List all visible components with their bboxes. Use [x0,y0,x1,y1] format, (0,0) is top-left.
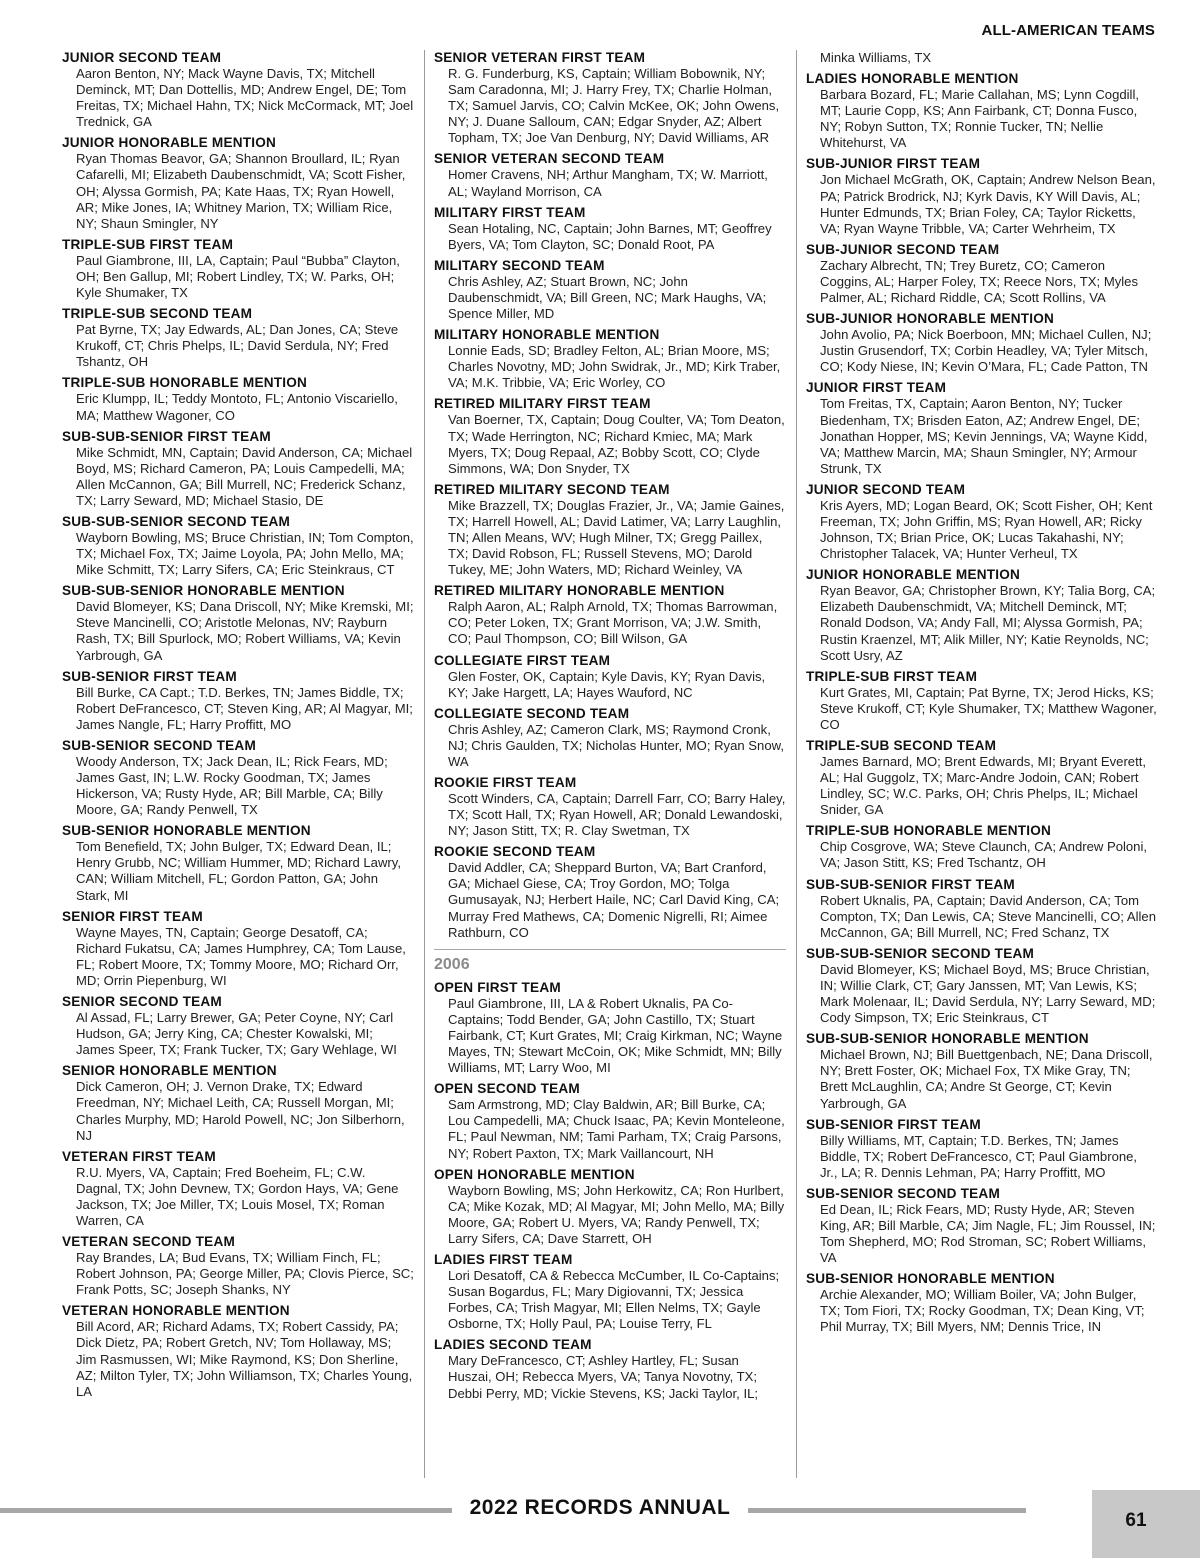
team-title: MILITARY HONORABLE MENTION [434,327,660,343]
team-title: SUB-SENIOR FIRST TEAM [62,668,237,684]
team-title: SUB-JUNIOR FIRST TEAM [806,156,981,172]
team-members: Mary DeFrancesco, CT; Ashley Hartley, FL; Susan Huszai, OH; Rebecca Myers, VA; Tanya Novotny, TX; Debbi Perry, MD; Vickie Stevens, KS; Jacki Taylor, IL; [448,1353,759,1401]
column-divider [796,50,797,1478]
team-block [62,135,414,231]
team-title: JUNIOR SECOND TEAM [62,50,222,65]
team-members: Bill Burke, CA Capt.; T.D. Berkes, TN; James Biddle, TX; Robert DeFrancesco, CT; Steven King, AR; Al Magyar, MI; James Nangle, FL; Harry Proffitt, MO [76,684,413,732]
section-label: ALL-AMERICAN TEAMS [981,22,1155,39]
team-members: Sam Armstrong, MD; Clay Baldwin, AR; Bill Burke, CA; Lou Campedelli, MA; Chuck Isaac, PA; Kevin Monteleone, FL; Paul Newman, NM; Tami Parham, TX; Craig Parsons, NY; Robert Paxton, TX; Mark Vaillancourt, NH [448,1097,785,1161]
continued-names: Minka Williams, TX [820,50,932,65]
team-members: Sean Hotaling, NC, Captain; John Barnes, MT; Geoffrey Byers, VA; Tom Clayton, SC; Donald Root, PA [448,220,772,252]
team-title: TRIPLE-SUB HONORABLE MENTION [806,823,1051,839]
team-title: SUB-JUNIOR HONORABLE MENTION [806,311,1055,327]
team-members: John Avolio, PA; Nick Boerboon, MN; Michael Cullen, NJ; Justin Grusendorf, TX; Corbin Headley, VA; Tyler Mitsch, CO; Kody Niese, IN; Kevin O’Mara, FL; Cade Patton, TN [820,327,1152,375]
team-members: Tom Freitas, TX, Captain; Aaron Benton, NY; Tucker Biedenham, TX; Brisden Eaton, AZ; Andrew Engel, DE; Jonathan Hopper, MS; Kevin Jennings, VA; Wayne Kidd, VA; Matthew Marcin, MA; Shaun Smingler, NY; Armour Strunk, TX [820,396,1148,476]
team-title: OPEN HONORABLE MENTION [434,1166,635,1182]
team-block [434,1337,786,1401]
team-members: Dick Cameron, OH; J. Vernon Drake, TX; Edward Freedman, NY; Michael Leith, CA; Russell Morgan, MI; Charles Murphy, MD; Harold Powell, NC; Jon Silberhorn, NJ [76,1079,405,1143]
team-title: JUNIOR SECOND TEAM [806,481,966,497]
team-block [62,1234,414,1298]
team-members: Woody Anderson, TX; Jack Dean, IL; Rick Fears, MD; James Gast, IN; L.W. Rocky Goodman, TX; James Hickerson, VA; Rusty Hyde, AR; Bill Marble, CA; Billy Moore, GA; Randy Penwell, TX [76,753,388,818]
team-block [62,669,414,733]
team-block [434,258,786,322]
team-block [62,1149,414,1229]
team-title: TRIPLE-SUB SECOND TEAM [62,306,253,322]
team-members: Michael Brown, NJ; Bill Buettgenbach, NE; Dana Driscoll, NY; Brett Foster, OK; Michael Fox, TX Mike Gray, TN; Brett McLaughlin, CA; Andre St George, CT; Kevin Yarbrough, GA [820,1047,1153,1111]
team-members: Lori Desatoff, CA & Rebecca McCumber, IL Co-Captains; Susan Bogardus, FL; Mary Digiovanni, TX; Jessica Forbes, CA; Trish Magyar, MI; Ellen Nelms, TX; Gayle Osborne, TX; Holly Paul, PA; Louise Terry, FL [448,1267,780,1332]
year-heading: 2006 [434,955,470,973]
team-block [806,71,1158,151]
team-members: Ralph Aaron, AL; Ralph Arnold, TX; Thomas Barrowman, CO; Peter Loken, TX; Grant Morrison, VA; J.W. Smith, CO; Paul Thompson, CO; Bill Wilson, GA [448,599,778,647]
team-title: VETERAN HONORABLE MENTION [62,1303,290,1319]
team-members: Ray Brandes, LA; Bud Evans, TX; William Finch, FL; Robert Johnson, PA; George Miller, PA; Clovis Pierce, SC; Frank Potts, SC; Joseph Shanks, NY [76,1250,414,1298]
team-members: Paul Giambrone, III, LA & Robert Uknalis, PA Co-Captains; Todd Bender, GA; John Castillo, TX; Stuart Fairbank, CT; Kurt Grates, MI; Craig Kirkman, NC; Wayne Mayes, TN; Stewart McCoin, OK; Mike Schmidt, MN; Billy Williams, MT; Larry Woo, MI [448,995,783,1076]
team-members: Wayborn Bowling, MS; Bruce Christian, IN; Tom Compton, TX; Michael Fox, TX; Jaime Loyola, PA; John Mello, MA; Mike Schmitt, TX; Larry Sifers, CA; Eric Steinkraus, CT [76,529,414,578]
team-block [62,909,414,989]
team-title: RETIRED MILITARY HONORABLE MENTION [434,583,725,599]
team-members: Glen Foster, OK, Captain; Kyle Davis, KY; Ryan Davis, KY; Jake Hargett, LA; Hayes Wauford, NC [448,668,766,700]
team-block [806,1031,1158,1111]
team-block [806,738,1158,818]
team-title: ROOKIE SECOND TEAM [434,844,596,860]
team-title: TRIPLE-SUB SECOND TEAM [806,738,997,753]
team-members: Tom Benefield, TX; John Bulger, TX; Edward Dean, IL; Henry Grubb, NC; William Hummer, MD; Richard Lawry, CAN; William Mitchell, FL; Gordon Patton, GA; John Stark, MI [76,839,401,903]
page-number: 61 [1125,1510,1147,1531]
team-block [434,205,786,253]
footer-rule-left [0,1508,452,1513]
team-title: TRIPLE-SUB HONORABLE MENTION [62,375,307,391]
team-block [62,738,414,818]
team-block [434,151,786,199]
team-block [806,567,1158,663]
team-block [434,1167,786,1247]
team-block [62,375,414,423]
team-members: Lonnie Eads, SD; Bradley Felton, AL; Brian Moore, MS; Charles Novotny, MD; John Swidrak, Jr., MD; Kirk Traber, VA; M.K. Tribbie, VA; Eric Worley, CO [448,343,781,391]
team-members: R. G. Funderburg, KS, Captain; William Bobownik, NY; Sam Caradonna, MI; J. Harry Frey, TX; Charlie Holman, TX; Samuel Jarvis, CO; Calvin McKee, OK; John Owens, NY; J. Duane Salloum, CAN; Edgar Snyder, AZ; Albert Topham, TX; Joe Van Denburg, NY; David Williams, AR [448,66,780,146]
team-block [62,1063,414,1143]
team-members: Bill Acord, AR; Richard Adams, TX; Robert Cassidy, PA; Dick Dietz, PA; Robert Gretch, NV; Tom Hollaway, MS; Jim Rasmussen, WI; Mike Raymond, KS; Don Sherline, AZ; Milton Tyler, TX; John Williamson, TX; Charles Young, LA [76,1319,413,1399]
page-number-box [1092,1490,1200,1558]
team-members: Chris Ashley, AZ; Stuart Brown, NC; John Daubenschmidt, VA; Bill Green, NC; Mark Haughs, VA; Spence Miller, MD [448,273,767,322]
team-block [434,50,786,146]
team-block [434,775,786,839]
team-members: Robert Uknalis, PA, Captain; David Anderson, CA; Tom Compton, TX; Dan Lewis, CA; Steve Mancinelli, CO; Allen McCannon, GA; Bill Murrell, NC; Fred Schanz, TX [820,892,1156,940]
team-title: JUNIOR FIRST TEAM [806,380,947,396]
team-block [62,306,414,370]
team-block [62,50,414,130]
team-block [434,396,786,476]
team-block [806,156,1158,236]
team-members: Zachary Albrecht, TN; Trey Buretz, CO; Cameron Coggins, AL; Harper Foley, TX; Reece Nors, TX; Myles Palmer, AL; Richard Riddle, CA; Scott Rollins, VA [820,257,1139,306]
team-title: VETERAN SECOND TEAM [62,1234,235,1250]
team-title: SENIOR FIRST TEAM [62,908,203,924]
team-block [62,429,414,509]
team-members: Jon Michael McGrath, OK, Captain; Andrew Nelson Bean, PA; Patrick Brodrick, NJ; Kyrk Davis, KY Will Davis, AL; Hunter Edmunds, TX; Brian Foley, CA; Taylor Ricketts, VA; Ryan Wayne Tribble, VA; Carter Wehrheim, TX [820,172,1156,236]
column-3 [806,50,1158,1480]
team-title: LADIES FIRST TEAM [434,1251,573,1267]
team-title: SENIOR VETERAN SECOND TEAM [434,151,665,167]
team-block [806,1117,1158,1181]
team-block [434,482,786,578]
team-title: SUB-JUNIOR SECOND TEAM [806,241,1000,257]
team-members: R.U. Myers, VA, Captain; Fred Boeheim, FL; C.W. Dagnal, TX; John Devnew, TX; Gordon Hays, VA; Gene Jackson, TX; Joe Miller, TX; Louis Mosel, TX; Roman Warren, CA [76,1164,399,1228]
team-title: MILITARY SECOND TEAM [434,257,605,273]
team-block [62,823,414,903]
team-members: Homer Cravens, NH; Arthur Mangham, TX; W. Marriott, AL; Wayland Morrison, CA [448,167,768,199]
team-title: RETIRED MILITARY FIRST TEAM [434,396,651,412]
team-title: LADIES SECOND TEAM [434,1337,592,1353]
team-title: SUB-SENIOR HONORABLE MENTION [806,1271,1055,1287]
team-title: TRIPLE-SUB FIRST TEAM [806,668,978,684]
team-title: VETERAN FIRST TEAM [62,1148,216,1164]
team-block [806,242,1158,306]
team-block [806,877,1158,941]
team-members: Van Boerner, TX, Captain; Doug Coulter, VA; Tom Deaton, TX; Wade Herrington, NC; Richard Kmiec, MA; Mark Myers, TX; Doug Repaal, AZ; Bobby Scott, CO; Clyde Simmons, WA; Don Snyder, TX [448,412,785,476]
footer-rule-right [748,1508,1026,1513]
team-members: Wayborn Bowling, MS; John Herkowitz, CA; Ron Hurlbert, CA; Mike Kozak, MD; Al Magyar, MI; John Mello, MA; Billy Moore, GA; Robert U. Myers, VA; Randy Penwell, TX; Larry Sifers, CA; Dave Starrett, OH [448,1182,785,1246]
team-block [434,653,786,701]
footer-title: 2022 RECORDS ANNUAL [469,1496,731,1519]
team-members: Mike Brazzell, TX; Douglas Frazier, Jr., VA; Jamie Gaines, TX; Harrell Howell, AL; David Latimer, VA; Larry Laughlin, TN; Allen Means, WV; Hugh Milner, TX; Gregg Paillex, TX; David Robson, FL; Russell Stevens, MO; Darold Tukey, ME; John Waters, MD; Richard Weinley, VA [448,497,785,578]
team-members: Chris Ashley, AZ; Cameron Clark, MS; Raymond Cronk, NJ; Chris Gaulden, TX; Nicholas Hunter, MO; Ryan Snow, WA [448,721,784,769]
team-block [806,311,1158,375]
team-members: David Blomeyer, KS; Dana Driscoll, NY; Mike Kremski, MI; Steve Mancinelli, CO; Aristotle Melonas, NV; Rayburn Rash, TX; Bill Spurlock, MO; Robert Williams, VA; Kevin Yarbrough, GA [76,599,414,663]
team-block [434,1081,786,1161]
team-block [434,706,786,770]
team-block [434,583,786,647]
team-title: ROOKIE FIRST TEAM [434,775,577,790]
team-block [806,380,1158,476]
team-block [62,1303,414,1399]
team-title: RETIRED MILITARY SECOND TEAM [434,481,670,497]
team-block [806,669,1158,733]
team-title: SUB-SUB-SENIOR SECOND TEAM [806,945,1034,961]
team-title: JUNIOR HONORABLE MENTION [62,135,276,151]
team-title: SUB-SENIOR FIRST TEAM [806,1116,981,1132]
team-members: Paul Giambrone, III, LA, Captain; Paul “Bubba” Clayton, OH; Ben Gallup, MI; Robert Lindley, TX; W. Parks, OH; Kyle Shumaker, TX [76,252,400,301]
team-title: MILITARY FIRST TEAM [434,204,586,220]
team-title: SENIOR SECOND TEAM [62,994,222,1010]
team-members: Eric Klumpp, IL; Teddy Montoto, FL; Antonio Viscariello, MA; Matthew Wagoner, CO [76,391,398,423]
team-members: Billy Williams, MT, Captain; T.D. Berkes, TN; James Biddle, TX; Robert DeFrancesco, CT; Paul Giambrone, Jr., LA; R. Dennis Lehman, PA; Harry Proffitt, MO [820,1132,1138,1180]
team-members: Chip Cosgrove, WA; Steve Claunch, CA; Andrew Poloni, VA; Jason Stitt, KS; Fred Tschantz, OH [820,839,1148,871]
team-title: SUB-SUB-SENIOR FIRST TEAM [806,876,1015,892]
team-block [806,1186,1158,1266]
team-block [62,514,414,578]
team-title: COLLEGIATE SECOND TEAM [434,705,630,721]
team-block [806,1271,1158,1335]
team-block [806,946,1158,1026]
year-divider [434,949,786,950]
team-members: Ed Dean, IL; Rick Fears, MD; Rusty Hyde, AR; Steven King, AR; Bill Marble, CA; Jim Nagle, FL; Jim Roussel, IN; Tom Shepherd, MO; Rod Stroman, SC; Robert Williams, VA [820,1201,1156,1266]
team-title: SUB-SENIOR SECOND TEAM [62,737,256,753]
team-block [806,823,1158,871]
team-title: SUB-SUB-SENIOR FIRST TEAM [62,428,271,444]
team-members: Ryan Thomas Beavor, GA; Shannon Broullard, IL; Ryan Cafarelli, MI; Elizabeth Daubenschmidt, VA; Scott Fisher, OH; Alyssa Gormish, PA; Kate Haas, TX; Ryan Howell, AR; Mike Jones, IA; Whitney Marion, TX; William Rice, NY; Shaun Smingler, NY [76,151,406,231]
team-members: Kurt Grates, MI, Captain; Pat Byrne, TX; Jerod Hicks, KS; Steve Krukoff, CT; Kyle Shumaker, TX; Matthew Wagoner, CO [820,684,1157,732]
team-members: David Addler, CA; Sheppard Burton, VA; Bart Cranford, GA; Michael Giese, CA; Troy Gordon, MO; Tolga Gumusayak, NJ; Herbert Haile, NC; Carl David King, CA; Murray Fred Mathews, CA; Domenic Nigrelli, RI; Aimee Rathburn, CO [448,860,780,940]
team-title: TRIPLE-SUB FIRST TEAM [62,236,234,252]
team-members: Pat Byrne, TX; Jay Edwards, AL; Dan Jones, CA; Steve Krukoff, CT; Chris Phelps, IL; David Serdula, NY; Fred Tshantz, OH [76,322,399,370]
team-block [62,237,414,301]
team-title: SUB-SENIOR HONORABLE MENTION [62,823,311,839]
team-members: James Barnard, MO; Brent Edwards, MI; Bryant Everett, AL; Hal Guggolz, TX; Marc-Andre Jodoin, CAN; Robert Lindley, SC; W.C. Parks, OH; Chris Phelps, IL; Michael Snider, GA [820,754,1147,818]
team-block [434,844,786,940]
team-members: Wayne Mayes, TN, Captain; George Desatoff, CA; Richard Fukatsu, CA; James Humphrey, CA; Tom Lause, FL; Robert Moore, TX; Tommy Moore, MO; Richard Orr, MD; Orrin Piepenburg, WI [76,924,406,988]
column-divider [424,50,425,1478]
team-members: Scott Winders, CA, Captain; Darrell Farr, CO; Barry Haley, TX; Scott Hall, TX; Ryan Howell, AR; Donald Lewandoski, NY; Jason Stitt, TX; R. Clay Swetman, TX [448,791,786,839]
team-members: Al Assad, FL; Larry Brewer, GA; Peter Coyne, NY; Carl Hudson, GA; Jerry King, CA; Chester Kowalski, MI; James Speer, TX; Frank Tucker, TX; Gary Wehlage, WI [76,1010,397,1058]
team-title: LADIES HONORABLE MENTION [806,71,1019,87]
team-members: Archie Alexander, MO; William Boiler, VA; John Bulger, TX; Tom Fiori, TX; Rocky Goodman, TX; Dean King, VT; Phil Murray, TX; Bill Myers, NM; Dennis Trice, IN [820,1287,1145,1335]
team-title: COLLEGIATE FIRST TEAM [434,652,611,668]
team-title: SUB-SUB-SENIOR HONORABLE MENTION [62,583,345,599]
team-block [434,327,786,391]
team-block [806,482,1158,562]
team-members: Aaron Benton, NY; Mack Wayne Davis, TX; Mitchell Deminck, MT; Dan Dottellis, MD; Andrew Engel, DE; Tom Freitas, TX; Michael Hahn, TX; Nick McCormack, MT; Joel Trednick, GA [76,66,414,130]
team-members: Barbara Bozard, FL; Marie Callahan, MS; Lynn Cogdill, MT; Laurie Copp, KS; Ann Fairbank, CT; Donna Fusco, NY; Robyn Sutton, TX; Ronnie Tucker, TN; Nellie Whitehurst, VA [820,87,1140,151]
team-members: David Blomeyer, KS; Michael Boyd, MS; Bruce Christian, IN; Willie Clark, CT; Gary Janssen, MT; Van Lewis, KS; Mark Molenaar, IL; David Serdula, NY; Larry Seward, MD; Cody Simpson, TX; Eric Steinkraus, CT [820,961,1156,1026]
team-title: JUNIOR HONORABLE MENTION [806,567,1020,583]
team-title: SENIOR VETERAN FIRST TEAM [434,50,646,65]
team-block [434,980,786,1076]
team-members: Ryan Beavor, GA; Christopher Brown, KY; Talia Borg, CA; Elizabeth Daubenschmidt, VA; Mitchell Deminck, MT; Ronald Dodson, VA; Andy Fall, MI; Alyssa Gormish, PA; Rustin Kraenzel, MT; Alik Miller, NY; Katie Reynolds, NC; Scott Usry, AZ [820,583,1156,663]
column-2 [434,50,786,1480]
column-1 [62,50,414,1480]
team-block [62,994,414,1058]
team-members: Mike Schmidt, MN, Captain; David Anderson, CA; Michael Boyd, MS; Richard Cameron, PA; Louis Campedelli, MA; Allen McCannon, GA; Bill Murrell, NC; Frederick Schanz, TX; Larry Seward, MD; Michael Stasio, DE [76,444,413,508]
team-title: OPEN SECOND TEAM [434,1081,580,1097]
team-members: Kris Ayers, MD; Logan Beard, OK; Scott Fisher, OH; Kent Freeman, TX; John Griffin, MS; Ryan Howell, AR; Ricky Johnson, TX; Brian Price, OK; Lucas Takahashi, NY; Christopher Talacek, VA; Hunter Verheul, TX [820,497,1153,562]
team-title: SUB-SUB-SENIOR HONORABLE MENTION [806,1031,1089,1047]
team-block [62,583,414,663]
team-title: SUB-SUB-SENIOR SECOND TEAM [62,513,290,529]
team-title: SUB-SENIOR SECOND TEAM [806,1185,1000,1201]
team-title: SENIOR HONORABLE MENTION [62,1063,277,1079]
team-title: OPEN FIRST TEAM [434,979,561,995]
team-block [434,1252,786,1332]
